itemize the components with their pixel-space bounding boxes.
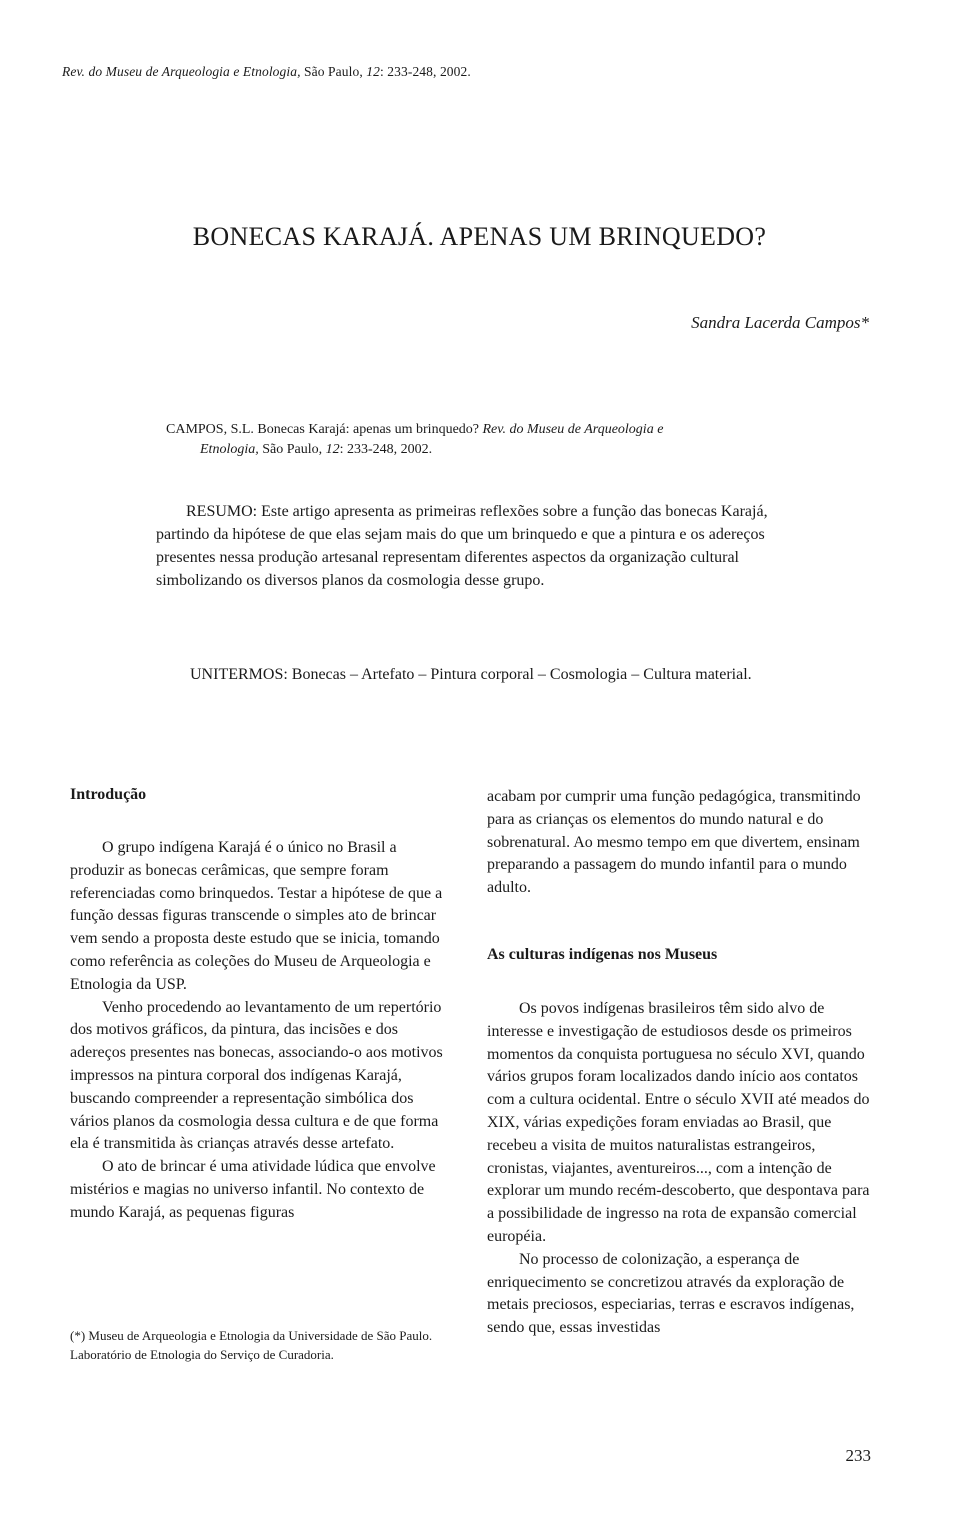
journal-name: Rev. do Museu de Arqueologia e Etnologia, xyxy=(62,64,301,79)
author-name: Sandra Lacerda Campos* xyxy=(691,313,869,332)
citation-journal-a: Rev. do Museu de Arqueologia e xyxy=(482,422,664,437)
citation-journal-b: Etnologia, xyxy=(200,442,259,457)
citation-pages: : 233-248, 2002. xyxy=(339,442,433,457)
left-column-body xyxy=(70,837,454,1225)
bibliographic-citation xyxy=(166,420,806,460)
keywords: UNITERMOS: Bonecas – Artefato – Pintura corporal – Cosmologia – Cultura material. xyxy=(190,666,752,683)
right-column-top xyxy=(487,786,871,900)
journal-volume: 12 xyxy=(366,64,380,79)
paragraph: Os povos indígenas brasileiros têm sido alvo de interesse e investigação de estudiosos desde os primeiros momentos da conquista portuguesa no século XVI, quando vários grupos foram localizados dando início aos contatos com a cultura ocidental. Entre o século XVII até meados do XIX, várias expedições foram enviadas ao Brasil, que recebeu a visita de muitos naturalistas estrangeiros, cronistas, viajantes, aventureiros..., com a intenção de explorar um mundo recém-descoberto, que despontava para a possibilidade de ingresso na rota de expansão comercial européia. xyxy=(487,1000,870,1245)
citation-line-2 xyxy=(166,440,806,460)
paragraph: No processo de colonização, a esperança de enriquecimento se concretizou através da exploração de metais preciosos, especiarias, terras e escravos indígenas, sendo que, essas investidas xyxy=(487,1250,855,1337)
running-header xyxy=(62,64,471,80)
citation-place: São Paulo, xyxy=(258,442,326,457)
section-heading-culturas-indigenas: As culturas indígenas nos Museus xyxy=(487,946,718,963)
footnote: (*) Museu de Arqueologia e Etnologia da Universidade de São Paulo. Laboratório de Etnologia do Serviço de Curadoria. xyxy=(70,1328,433,1362)
citation-volume: 12 xyxy=(325,442,340,457)
right-column-body xyxy=(487,998,871,1340)
abstract: RESUMO: Este artigo apresenta as primeiras reflexões sobre a função das bonecas Karajá, partindo da hipótese de que elas sejam mais do que um brinquedo e que a pintura e os adereços presentes nessa produção artesanal representam diferentes aspectos da organização cultural simbolizando os diversos planos da cosmologia desse grupo. xyxy=(156,503,768,589)
journal-pages: : 233-248, 2002. xyxy=(379,64,471,79)
paragraph-continued: acabam por cumprir uma função pedagógica, transmitindo para as crianças os elementos do mundo natural e do sobrenatural. Ao mesmo tempo em que divertem, ensinam preparando a passagem do mundo infantil para o mundo adulto. xyxy=(487,788,861,897)
article-title: BONECAS KARAJÁ. APENAS UM BRINQUEDO? xyxy=(192,222,767,251)
citation-lead: CAMPOS, S.L. Bonecas Karajá: apenas um brinquedo? xyxy=(166,422,483,437)
section-heading-introducao: Introdução xyxy=(70,786,147,803)
page-number: 233 xyxy=(845,1446,871,1465)
paragraph: O grupo indígena Karajá é o único no Brasil a produzir as bonecas cerâmicas, que sempre foram referenciadas como brinquedos. Testar a hipótese de que a função dessas figuras transcende o simples ato de brincar vem sendo a proposta deste estudo que se inicia, tomando como referência as coleções do Museu de Arqueologia e Etnologia da USP. xyxy=(70,839,443,993)
journal-place: São Paulo, xyxy=(300,64,367,79)
paragraph: O ato de brincar é uma atividade lúdica que envolve mistérios e magias no universo infantil. No contexto de mundo Karajá, as pequenas figuras xyxy=(70,1158,436,1221)
paragraph: Venho procedendo ao levantamento de um repertório dos motivos gráficos, da pintura, das incisões e dos adereços presentes nas bonecas, associando-o aos motivos impressos na pintura corporal dos indígenas Karajá, buscando compreender a representação simbólica dos vários planos da cosmologia dessa cultura e de que forma ela é transmitida às crianças através desse artefato. xyxy=(70,998,443,1153)
